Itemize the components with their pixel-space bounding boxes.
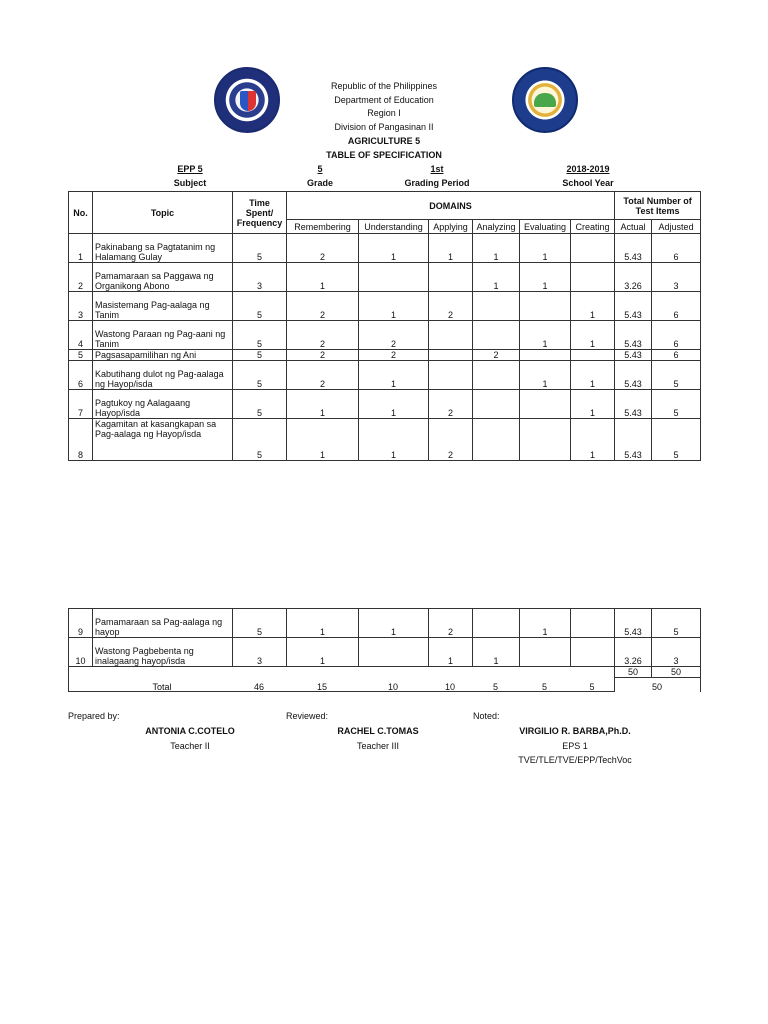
row-domain-value xyxy=(359,263,429,292)
row-time: 5 xyxy=(233,609,287,638)
row-domain-value: 2 xyxy=(287,292,359,321)
row-no: 2 xyxy=(69,263,93,292)
total-label: Total xyxy=(152,682,172,692)
grade-label: Grade xyxy=(306,178,333,188)
grade-value: 5 xyxy=(317,164,323,174)
total-creating: 5 xyxy=(589,682,595,692)
row-domain-value xyxy=(359,638,429,667)
row-adjusted: 6 xyxy=(652,350,701,361)
row-actual: 5.43 xyxy=(615,321,652,350)
domain-understanding: Understanding xyxy=(359,220,429,234)
row-no: 9 xyxy=(69,609,93,638)
col-header-total-items: Total Number of Test Items xyxy=(615,192,701,220)
row-domain-value: 2 xyxy=(287,321,359,350)
row-no: 7 xyxy=(69,390,93,419)
row-time: 3 xyxy=(233,638,287,667)
row-domain-value: 1 xyxy=(520,609,571,638)
row-domain-value: 1 xyxy=(473,234,520,263)
col-header-adjusted: Adjusted xyxy=(652,220,701,234)
subject-value: EPP 5 xyxy=(177,164,203,174)
row-time: 3 xyxy=(233,263,287,292)
row-domain-value xyxy=(520,419,571,461)
row-topic: Pakinabang sa Pagtatanim ng Halamang Gulay xyxy=(93,234,233,263)
sum-actual: 50 xyxy=(615,667,652,678)
noted-by-name: VIRGILIO R. BARBA,Ph.D. xyxy=(519,726,631,736)
row-domain-value: 1 xyxy=(571,361,615,390)
row-domain-value: 2 xyxy=(359,350,429,361)
row-topic: Wastong Paraan ng Pag-aani ng Tanim xyxy=(93,321,233,350)
col-header-topic: Topic xyxy=(93,192,233,234)
header-line-division: Division of Pangasinan II xyxy=(334,122,434,132)
noted-by-title-2: TVE/TLE/TVE/EPP/TechVoc xyxy=(518,755,632,765)
row-no: 4 xyxy=(69,321,93,350)
row-no: 8 xyxy=(69,419,93,461)
noted-by-label: Noted: xyxy=(473,711,500,721)
row-domain-value: 1 xyxy=(359,292,429,321)
row-domain-value: 1 xyxy=(520,234,571,263)
total-understanding: 10 xyxy=(387,682,398,692)
total-applying: 10 xyxy=(444,682,455,692)
total-time: 46 xyxy=(253,682,264,692)
row-actual: 5.43 xyxy=(615,361,652,390)
row-domain-value xyxy=(520,350,571,361)
header-line-department: Department of Education xyxy=(334,95,434,105)
header-line-republic: Republic of the Philippines xyxy=(330,81,438,91)
prepared-by-title: Teacher II xyxy=(170,741,210,751)
row-domain-value: 1 xyxy=(520,321,571,350)
row-topic: Pamamaraan sa Pag-aalaga ng hayop xyxy=(93,609,233,638)
row-no: 3 xyxy=(69,292,93,321)
row-topic: Pamamaraan sa Paggawa ng Organikong Abono xyxy=(93,263,233,292)
row-domain-value xyxy=(571,263,615,292)
row-topic: Masistemang Pag-aalaga ng Tanim xyxy=(93,292,233,321)
total-items: 50 xyxy=(651,682,662,692)
col-header-time: Time Spent/ Frequency xyxy=(233,192,287,234)
row-domain-value: 2 xyxy=(359,321,429,350)
row-domain-value: 1 xyxy=(287,263,359,292)
row-domain-value: 2 xyxy=(429,292,473,321)
row-actual: 5.43 xyxy=(615,234,652,263)
row-domain-value: 1 xyxy=(287,638,359,667)
reviewed-by-label: Reviewed: xyxy=(286,711,329,721)
row-actual: 5.43 xyxy=(615,390,652,419)
table-row xyxy=(69,234,701,263)
row-domain-value: 1 xyxy=(571,321,615,350)
row-actual: 5.43 xyxy=(615,350,652,361)
subject-label: Subject xyxy=(173,178,207,188)
row-domain-value: 2 xyxy=(429,419,473,461)
row-domain-value xyxy=(520,292,571,321)
row-no: 5 xyxy=(69,350,93,361)
row-topic: Wastong Pagbebenta ng inalagaang hayop/isda xyxy=(93,638,233,667)
row-domain-value: 2 xyxy=(473,350,520,361)
row-domain-value: 1 xyxy=(359,390,429,419)
row-domain-value: 1 xyxy=(473,638,520,667)
row-domain-value: 1 xyxy=(359,609,429,638)
domain-remembering: Remembering xyxy=(287,220,359,234)
row-time: 5 xyxy=(233,234,287,263)
tos-table-continued xyxy=(68,608,701,692)
row-domain-value: 1 xyxy=(520,361,571,390)
row-time: 5 xyxy=(233,292,287,321)
table-row xyxy=(69,321,701,350)
row-adjusted: 5 xyxy=(652,419,701,461)
row-domain-value xyxy=(571,234,615,263)
row-time: 5 xyxy=(233,350,287,361)
document-title-subject: AGRICULTURE 5 xyxy=(347,136,421,146)
table-row xyxy=(69,390,701,419)
row-domain-value: 2 xyxy=(429,390,473,419)
row-adjusted: 6 xyxy=(652,321,701,350)
row-domain-value: 1 xyxy=(473,263,520,292)
row-adjusted: 5 xyxy=(652,361,701,390)
row-domain-value: 2 xyxy=(429,609,473,638)
row-domain-value xyxy=(571,609,615,638)
row-domain-value xyxy=(429,263,473,292)
header-line-region: Region I xyxy=(367,108,401,118)
row-no: 1 xyxy=(69,234,93,263)
row-domain-value: 2 xyxy=(287,234,359,263)
row-domain-value: 1 xyxy=(359,419,429,461)
row-domain-value xyxy=(571,638,615,667)
row-domain-value: 1 xyxy=(287,609,359,638)
grading-period-value: 1st xyxy=(430,164,444,174)
col-header-no: No. xyxy=(69,192,93,234)
row-domain-value xyxy=(520,638,571,667)
row-time: 5 xyxy=(233,419,287,461)
total-evaluating: 5 xyxy=(541,682,547,692)
sum-adjusted: 50 xyxy=(652,667,701,678)
col-header-actual: Actual xyxy=(615,220,652,234)
school-year-label: School Year xyxy=(562,178,614,188)
row-topic: Kagamitan at kasangkapan sa Pag-aalaga ng Hayop/isda xyxy=(93,419,233,461)
document-title-tos: TABLE OF SPECIFICATION xyxy=(326,150,442,160)
row-actual: 3.26 xyxy=(615,638,652,667)
row-topic: Pagtukoy ng Aalagaang Hayop/isda xyxy=(93,390,233,419)
row-adjusted: 5 xyxy=(652,609,701,638)
table-row xyxy=(69,263,701,292)
table-row xyxy=(69,609,701,638)
row-domain-value: 1 xyxy=(359,361,429,390)
domain-creating: Creating xyxy=(571,220,615,234)
domain-analyzing: Analyzing xyxy=(473,220,520,234)
total-row xyxy=(68,682,700,694)
col-header-domains: DOMAINS xyxy=(287,192,615,220)
row-domain-value xyxy=(473,321,520,350)
row-actual: 5.43 xyxy=(615,292,652,321)
row-domain-value: 1 xyxy=(287,419,359,461)
school-year-value: 2018-2019 xyxy=(566,164,610,174)
row-domain-value xyxy=(473,390,520,419)
row-actual: 3.26 xyxy=(615,263,652,292)
row-topic: Kabutihang dulot ng Pag-aalaga ng Hayop/isda xyxy=(93,361,233,390)
row-actual: 5.43 xyxy=(615,609,652,638)
row-adjusted: 6 xyxy=(652,292,701,321)
pangasinan-division-seal-logo xyxy=(512,67,578,133)
table-row xyxy=(69,350,701,361)
row-domain-value xyxy=(429,361,473,390)
reviewed-by-title: Teacher III xyxy=(356,741,400,751)
row-domain-value xyxy=(429,321,473,350)
row-domain-value: 1 xyxy=(520,263,571,292)
row-adjusted: 3 xyxy=(652,638,701,667)
row-domain-value: 1 xyxy=(571,419,615,461)
row-time: 5 xyxy=(233,390,287,419)
grading-period-label: Grading Period xyxy=(404,178,470,188)
row-domain-value xyxy=(473,361,520,390)
row-domain-value: 1 xyxy=(429,638,473,667)
row-domain-value xyxy=(520,390,571,419)
domain-evaluating: Evaluating xyxy=(520,220,571,234)
table-row xyxy=(69,419,701,461)
row-adjusted: 6 xyxy=(652,234,701,263)
domain-applying: Applying xyxy=(429,220,473,234)
row-domain-value xyxy=(473,292,520,321)
row-domain-value: 2 xyxy=(287,361,359,390)
row-domain-value: 1 xyxy=(571,292,615,321)
row-adjusted: 3 xyxy=(652,263,701,292)
table-row xyxy=(69,292,701,321)
prepared-by-name: ANTONIA C.COTELO xyxy=(145,726,235,736)
row-domain-value xyxy=(473,609,520,638)
table-row xyxy=(69,361,701,390)
row-domain-value: 1 xyxy=(571,390,615,419)
row-time: 5 xyxy=(233,361,287,390)
row-domain-value xyxy=(429,350,473,361)
row-no: 10 xyxy=(69,638,93,667)
total-remembering: 15 xyxy=(316,682,327,692)
reviewed-by-name: RACHEL C.TOMAS xyxy=(337,726,419,736)
tos-table xyxy=(68,191,701,461)
row-domain-value: 1 xyxy=(287,390,359,419)
row-time: 5 xyxy=(233,321,287,350)
row-no: 6 xyxy=(69,361,93,390)
row-domain-value: 1 xyxy=(429,234,473,263)
row-domain-value xyxy=(571,350,615,361)
row-adjusted: 5 xyxy=(652,390,701,419)
row-actual: 5.43 xyxy=(615,419,652,461)
noted-by-title: EPS 1 xyxy=(562,741,588,751)
row-domain-value xyxy=(473,419,520,461)
total-analyzing: 5 xyxy=(492,682,498,692)
row-domain-value: 1 xyxy=(359,234,429,263)
prepared-by-label: Prepared by: xyxy=(68,711,120,721)
table-row xyxy=(69,638,701,667)
row-topic: Pagsasapamilihan ng Ani xyxy=(93,350,233,361)
row-domain-value: 2 xyxy=(287,350,359,361)
